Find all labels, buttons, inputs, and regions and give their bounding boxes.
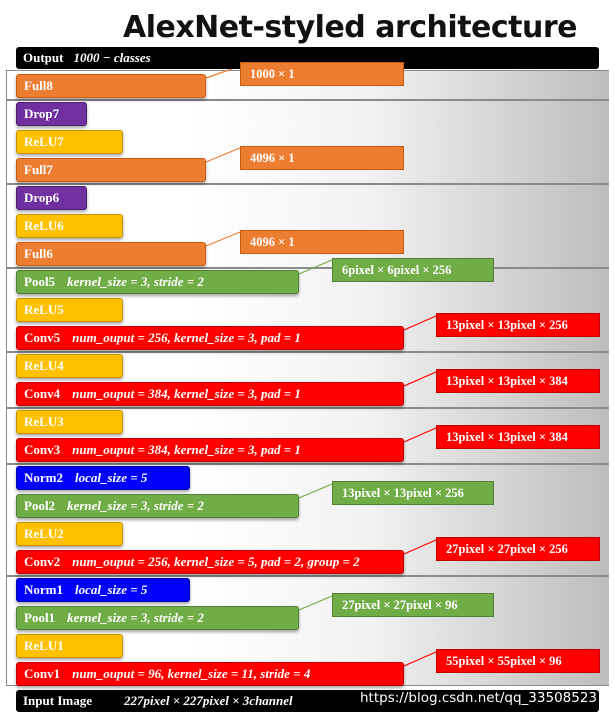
layer-full7 <box>16 158 206 182</box>
diagram-title: AlexNet-styled architecture <box>122 10 578 45</box>
layer-relu2 <box>16 522 123 546</box>
connector-conv5 <box>404 316 436 330</box>
layer-pool1 <box>16 606 299 630</box>
layer-name: ReLU6 <box>24 218 64 233</box>
layer-relu1 <box>16 634 123 658</box>
size-label-conv1: 55pixel × 55pixel × 96 <box>436 649 600 673</box>
size-label-full8: 1000 × 1 <box>240 62 404 86</box>
size-label-conv3: 13pixel × 13pixel × 384 <box>436 425 600 449</box>
layer-drop7 <box>16 102 87 126</box>
size-label-full6: 4096 × 1 <box>240 230 404 254</box>
layer-name: Conv1 <box>24 666 61 681</box>
connector-conv3 <box>404 428 436 442</box>
connector-conv1 <box>404 652 436 666</box>
connector-full7 <box>206 148 240 162</box>
layer-name: ReLU2 <box>24 526 64 541</box>
layer-conv3 <box>16 438 404 462</box>
size-label-conv2: 27pixel × 27pixel × 256 <box>436 537 600 561</box>
layer-pool2 <box>16 494 299 518</box>
layer-name: Pool5 <box>24 274 56 289</box>
input-label: Input Image <box>23 693 92 708</box>
layer-params: kernel_size = 3, stride = 2 <box>67 610 204 625</box>
layer-name: Drop6 <box>24 190 60 205</box>
output-value: 1000 − classes <box>73 50 151 65</box>
layer-name: Conv3 <box>24 442 61 457</box>
input-value: 227pixel × 227pixel × 3channel <box>124 693 293 708</box>
layer-name: Drop7 <box>24 106 60 121</box>
layer-params: num_ouput = 256, kernel_size = 5, pad = 2, group = 2 <box>72 554 360 569</box>
size-label-full7: 4096 × 1 <box>240 146 404 170</box>
layer-full8 <box>16 74 206 98</box>
layer-conv2 <box>16 550 404 574</box>
layer-name: Conv2 <box>24 554 61 569</box>
layer-name: Pool1 <box>24 610 56 625</box>
output-label: Output <box>23 50 64 65</box>
size-label-pool2: 13pixel × 13pixel × 256 <box>332 481 494 505</box>
layer-name: Pool2 <box>24 498 56 513</box>
size-label-pool5: 6pixel × 6pixel × 256 <box>332 258 494 282</box>
layer-norm1 <box>16 578 190 602</box>
layer-relu4 <box>16 354 123 378</box>
size-label-conv4: 13pixel × 13pixel × 384 <box>436 369 600 393</box>
connector-full6 <box>206 232 240 246</box>
layer-params: kernel_size = 3, stride = 2 <box>67 274 204 289</box>
connector-pool5 <box>299 260 332 274</box>
layer-relu3 <box>16 410 123 434</box>
connector-conv2 <box>404 540 436 554</box>
size-label-pool1: 27pixel × 27pixel × 96 <box>332 593 494 617</box>
layer-conv4 <box>16 382 404 406</box>
layer-relu5 <box>16 298 123 322</box>
size-label-conv5: 13pixel × 13pixel × 256 <box>436 313 600 337</box>
layer-name: Norm1 <box>24 582 63 597</box>
layer-params: local_size = 5 <box>75 582 148 597</box>
layer-params: num_ouput = 384, kernel_size = 3, pad = 1 <box>72 442 301 457</box>
layer-relu7 <box>16 130 123 154</box>
layer-name: ReLU1 <box>24 638 64 653</box>
layer-name: Conv5 <box>24 330 61 345</box>
layer-params: local_size = 5 <box>75 470 148 485</box>
layer-name: Full6 <box>24 246 53 261</box>
layer-name: Full8 <box>24 78 53 93</box>
layer-pool5 <box>16 270 299 294</box>
connector-pool1 <box>299 596 332 610</box>
layer-params: kernel_size = 3, stride = 2 <box>67 498 204 513</box>
layer-params: num_ouput = 256, kernel_size = 3, pad = 1 <box>72 330 301 345</box>
layer-name: ReLU7 <box>24 134 64 149</box>
layer-relu6 <box>16 214 123 238</box>
layer-name: Conv4 <box>24 386 61 401</box>
layer-name: ReLU3 <box>24 414 64 429</box>
connector-pool2 <box>299 484 332 498</box>
connector-conv4 <box>404 372 436 386</box>
layer-name: Norm2 <box>24 470 63 485</box>
layer-conv5 <box>16 326 404 350</box>
layer-name: ReLU5 <box>24 302 64 317</box>
layer-name: ReLU4 <box>24 358 64 373</box>
layer-params: num_ouput = 96, kernel_size = 11, stride = 4 <box>72 666 311 681</box>
layer-full6 <box>16 242 206 266</box>
layer-conv1 <box>16 662 404 686</box>
watermark-text: https://blog.csdn.net/qq_33508523 <box>360 690 598 706</box>
layer-params: num_ouput = 384, kernel_size = 3, pad = 1 <box>72 386 301 401</box>
layer-name: Full7 <box>24 162 53 177</box>
layer-norm2 <box>16 466 190 490</box>
layer-drop6 <box>16 186 87 210</box>
